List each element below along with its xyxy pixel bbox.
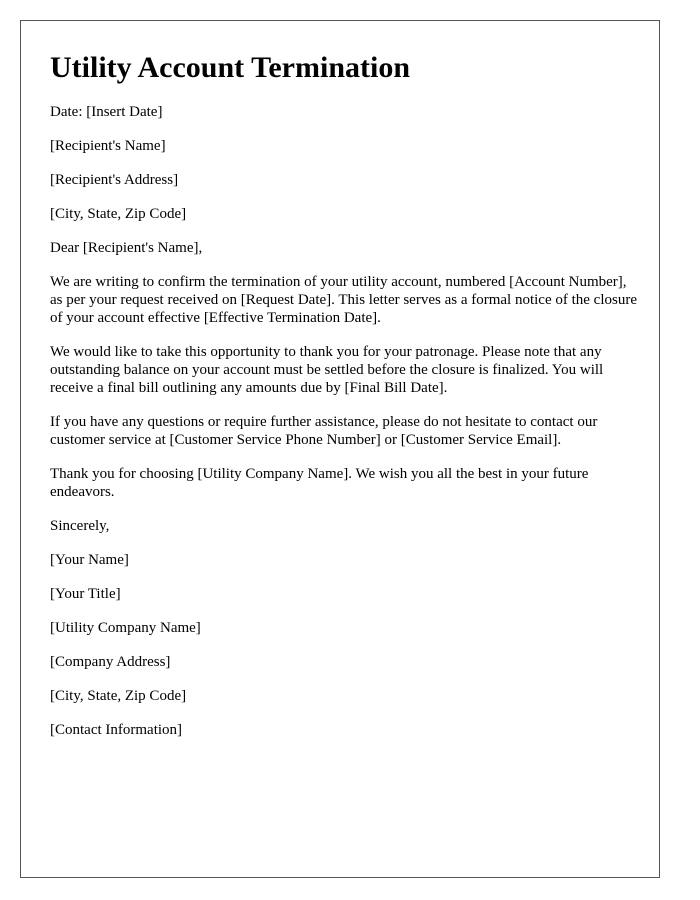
body-paragraph-1: We are writing to confirm the termination of your utility account, numbered [Account Number], as per your request received on [Request Date]. This letter serves as a formal notice of the closure of your account effective [Effective Termination Date]. — [50, 274, 637, 326]
contact-information: [Contact Information] — [50, 722, 183, 738]
body-paragraph-4: Thank you for choosing [Utility Company Name]. We wish you all the best in your future endeavors. — [50, 466, 589, 500]
body-paragraph-2: We would like to take this opportunity to thank you for your patronage. Please note that any outstanding balance on your account must be settled before the closure is finalized. You will receive a final bill outlining any amounts due by [Final Bill Date]. — [50, 344, 604, 396]
company-address: [Company Address] — [50, 654, 171, 670]
body-paragraph-3: If you have any questions or require further assistance, please do not hesitate to contact our customer service at [Customer Service Phone Number] or [Customer Service Email]. — [50, 414, 598, 448]
recipient-address: [Recipient's Address] — [50, 172, 179, 188]
company-city: [City, State, Zip Code] — [50, 688, 187, 704]
sender-name: [Your Name] — [50, 552, 129, 568]
recipient-city: [City, State, Zip Code] — [50, 206, 187, 222]
date-line: Date: [Insert Date] — [50, 104, 163, 120]
closing: Sincerely, — [50, 518, 110, 534]
letter-title: Utility Account Termination — [50, 51, 411, 84]
salutation: Dear [Recipient's Name], — [50, 240, 203, 256]
letter-page — [20, 20, 660, 878]
company-name: [Utility Company Name] — [50, 620, 201, 636]
recipient-name: [Recipient's Name] — [50, 138, 166, 154]
sender-title: [Your Title] — [50, 586, 121, 602]
letter-content — [50, 49, 640, 755]
